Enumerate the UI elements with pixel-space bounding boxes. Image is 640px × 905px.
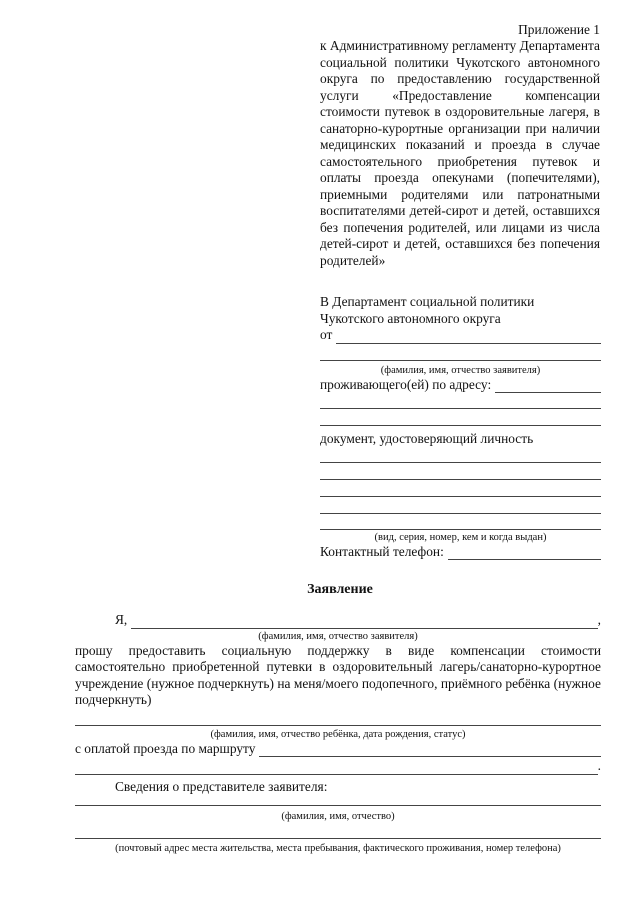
statement-body: [75, 612, 601, 855]
id-document-line-1: [320, 462, 601, 463]
route-row-2: [75, 758, 601, 775]
from-label: от: [320, 327, 333, 342]
address-caption: (почтовый адрес места жительства, места пребывания, фактического проживания, номер телефона): [115, 843, 561, 854]
applicant-comma: ,: [597, 612, 601, 627]
applicant-name-line: [320, 360, 601, 361]
route-field-line: [259, 744, 601, 757]
route-label: с оплатой проезда по маршруту: [75, 740, 256, 756]
from-row: [320, 327, 601, 344]
applicant-row: [75, 612, 601, 629]
id-document-line-2: [320, 479, 601, 480]
i-label: Я,: [115, 612, 128, 627]
route-row: [75, 741, 601, 758]
route-field-line-2: [75, 762, 598, 775]
id-document-label: документ, удостоверяющий личность: [320, 431, 534, 446]
id-document-line-5: [320, 529, 601, 530]
child-info-line: [75, 725, 601, 726]
applicant-caption: (фамилия, имя, отчество заявителя): [258, 630, 418, 642]
addressee-block: [320, 294, 601, 560]
appendix-label: Приложение 1: [518, 22, 600, 37]
applicant-field-line: [131, 616, 597, 629]
addressee-line-2: Чукотского автономного округа: [320, 310, 501, 326]
applicant-name-caption: (фамилия, имя, отчество заявителя): [380, 364, 541, 376]
route-period: .: [597, 758, 601, 773]
address-row: [320, 377, 601, 394]
phone-label: Контактный телефон:: [320, 543, 444, 559]
statement-title: Заявление: [307, 582, 373, 597]
child-caption: (фамилия, имя, отчество ребёнка, дата рождения, статус): [210, 728, 466, 740]
request-text: прошу предоставить социальную поддержку в виде компенсации стоимости самостоятельно приобретенной путевки в оздоровительный лагерь/санаторно-курортное учреждение (нужное подчеркнуть) на меня/моего подопечного, приёмного ребёнка (нужное подчеркнуть): [75, 642, 601, 707]
phone-field-line: [448, 547, 601, 560]
id-document-caption: (вид, серия, номер, кем и когда выдан): [374, 531, 547, 543]
id-document-line-4: [320, 513, 601, 514]
id-document-line-3: [320, 496, 601, 497]
representative-label: Сведения о представителе заявителя:: [115, 778, 328, 794]
address-field-line: [495, 380, 601, 393]
phone-row: [320, 544, 601, 561]
representative-caption: (фамилия, имя, отчество): [281, 811, 395, 822]
address-line-2: [320, 408, 601, 409]
from-field-line: [336, 331, 601, 344]
address-label: проживающего(ей) по адресу:: [320, 376, 492, 392]
addressee-line-1: В Департамент социальной политики: [320, 294, 535, 309]
regulation-reference: к Административному регламенту Департамента социальной политики Чукотского автономного округа по предоставлению государственной услуги «Предоставление компенсации стоимости путевок в оздоровительные лагеря, в санаторно-курортные организации при наличии медицинских показаний и проезда в случае самостоятельного приобретения путевок и оплаты проезда опекунами (попечителями), приемными родителями или патронатными воспитателями детей-сирот и детей, оставшихся без попечения родителей, или лицами из числа детей-сирот и детей, оставшихся без попечения родителей»: [320, 38, 600, 268]
address-line-3: [320, 425, 601, 426]
representative-address-line: [75, 838, 601, 839]
representative-name-line: [75, 805, 601, 806]
